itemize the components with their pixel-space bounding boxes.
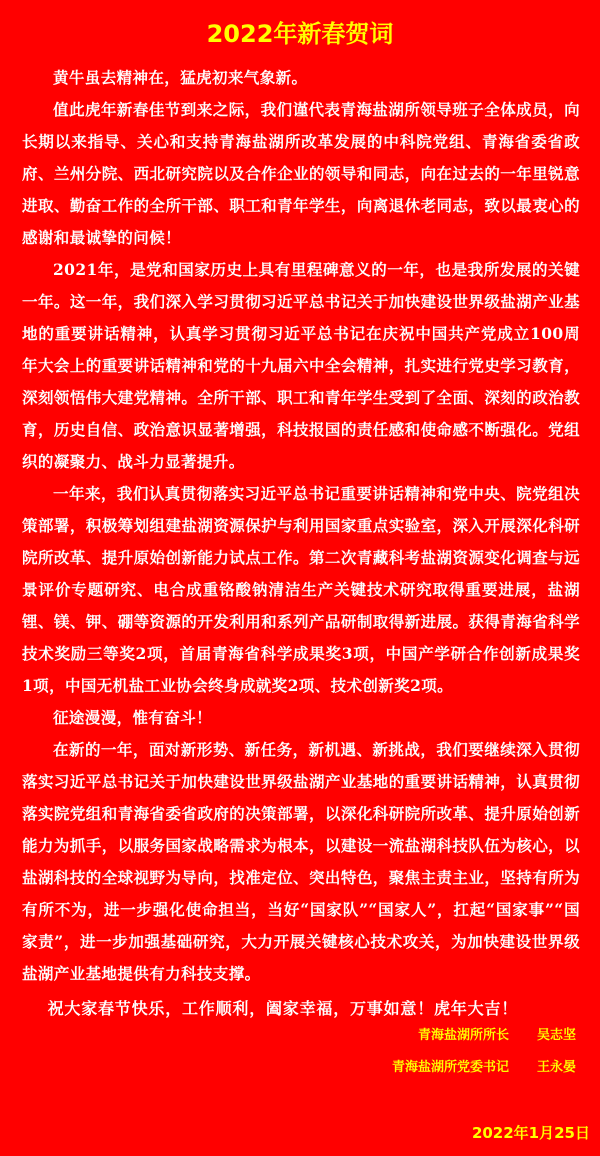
page-title: 2022年新春贺词: [206, 20, 394, 48]
paragraph-achievements: 一年来，我们认真贯彻落实习近平总书记重要讲话精神和党中央、院党组决策部署，积极筹划组建盐湖资源保护与利用国家重点实验室，深入开展深化科研院所改革、提升原始创新能力试点工作。第二次青藏科考盐湖资源变化调查与远景评价专题研究、电合成重铬酸钠清洁生产关键技术研究取得重要进展，盐湖锂、镁、钾、硼等资源的开发利用和系列产品研制取得新进展。获得青海省科学技术奖励三等奖2项，首届青海省科学成果奖3项，中国产学研合作创新成果奖1项，中国无机盐工业协会终身成就奖2项、技术创新奖2项。: [22, 484, 580, 695]
signature-role: 青海盐湖所所长: [417, 1028, 509, 1043]
closing-wish: 祝大家春节快乐，工作顺利，阖家幸福，万事如意！虎年大吉！: [47, 999, 518, 1018]
paragraph-opening-couplet: 黄牛虽去精神在，猛虎初来气象新。: [53, 68, 308, 87]
paragraph-new-year-plan: 在新的一年，面对新形势、新任务，新机遇、新挑战，我们要继续深入贯彻落实习近平总书记关于加快建设世界级盐湖产业基地的重要讲话精神，认真贯彻落实院党组和青海省委省政府的决策部署，以深化科研院所改革、提升原始创新能力为抓手，以服务国家战略需求为根本，以建设一流盐湖科技队伍为核心，以盐湖科技的全球视野为导向，找准定位、突出特色，聚焦主责主业，坚持有所为有所不为，进一步强化使命担当，当好“国家队”“国家人”，扛起“国家事”“国家责”，进一步加强基础研究，大力开展关键核心技术攻关，为加快建设世界级盐湖产业基地提供有力科技支撑。: [22, 740, 580, 983]
letter-body: [22, 62, 580, 1028]
signature-block: [392, 1020, 576, 1084]
signature-name: 王永晏: [536, 1060, 576, 1075]
paragraph-motto: 征途漫漫，惟有奋斗！: [53, 708, 213, 727]
paragraph-2021-review: 2021年，是党和国家历史上具有里程碑意义的一年，也是我所发展的关键一年。这一年，我们深入学习贯彻习近平总书记关于加快建设世界级盐湖产业基地的重要讲话精神，认真学习贯彻习近平总书记在庆祝中国共产党成立100周年大会上的重要讲话精神和党的十九届六中全会精神，扎实进行党史学习教育，深刻领悟伟大建党精神。全所干部、职工和青年学生受到了全面、深刻的政治教育，历史自信、政治意识显著增强，科技报国的责任感和使命感不断强化。党组织的凝聚力、战斗力显著提升。: [22, 260, 580, 471]
signature-director: [392, 1020, 576, 1052]
signature-role: 青海盐湖所党委书记: [391, 1060, 509, 1075]
paragraph-greeting: 值此虎年新春佳节到来之际，我们谨代表青海盐湖所领导班子全体成员，向长期以来指导、关心和支持青海盐湖所改革发展的中科院党组、青海省委省政府、兰州分院、西北研究院以及合作企业的领导和同志，向在过去的一年里锐意进取、勤奋工作的全所干部、职工和青年学生，向离退休老同志，致以最衷心的感谢和最诚挚的问候！: [22, 100, 580, 247]
letter-date: 2022年1月25日: [471, 1124, 590, 1142]
signature-name: 吴志坚: [536, 1028, 576, 1043]
signature-party-secretary: [392, 1052, 576, 1084]
